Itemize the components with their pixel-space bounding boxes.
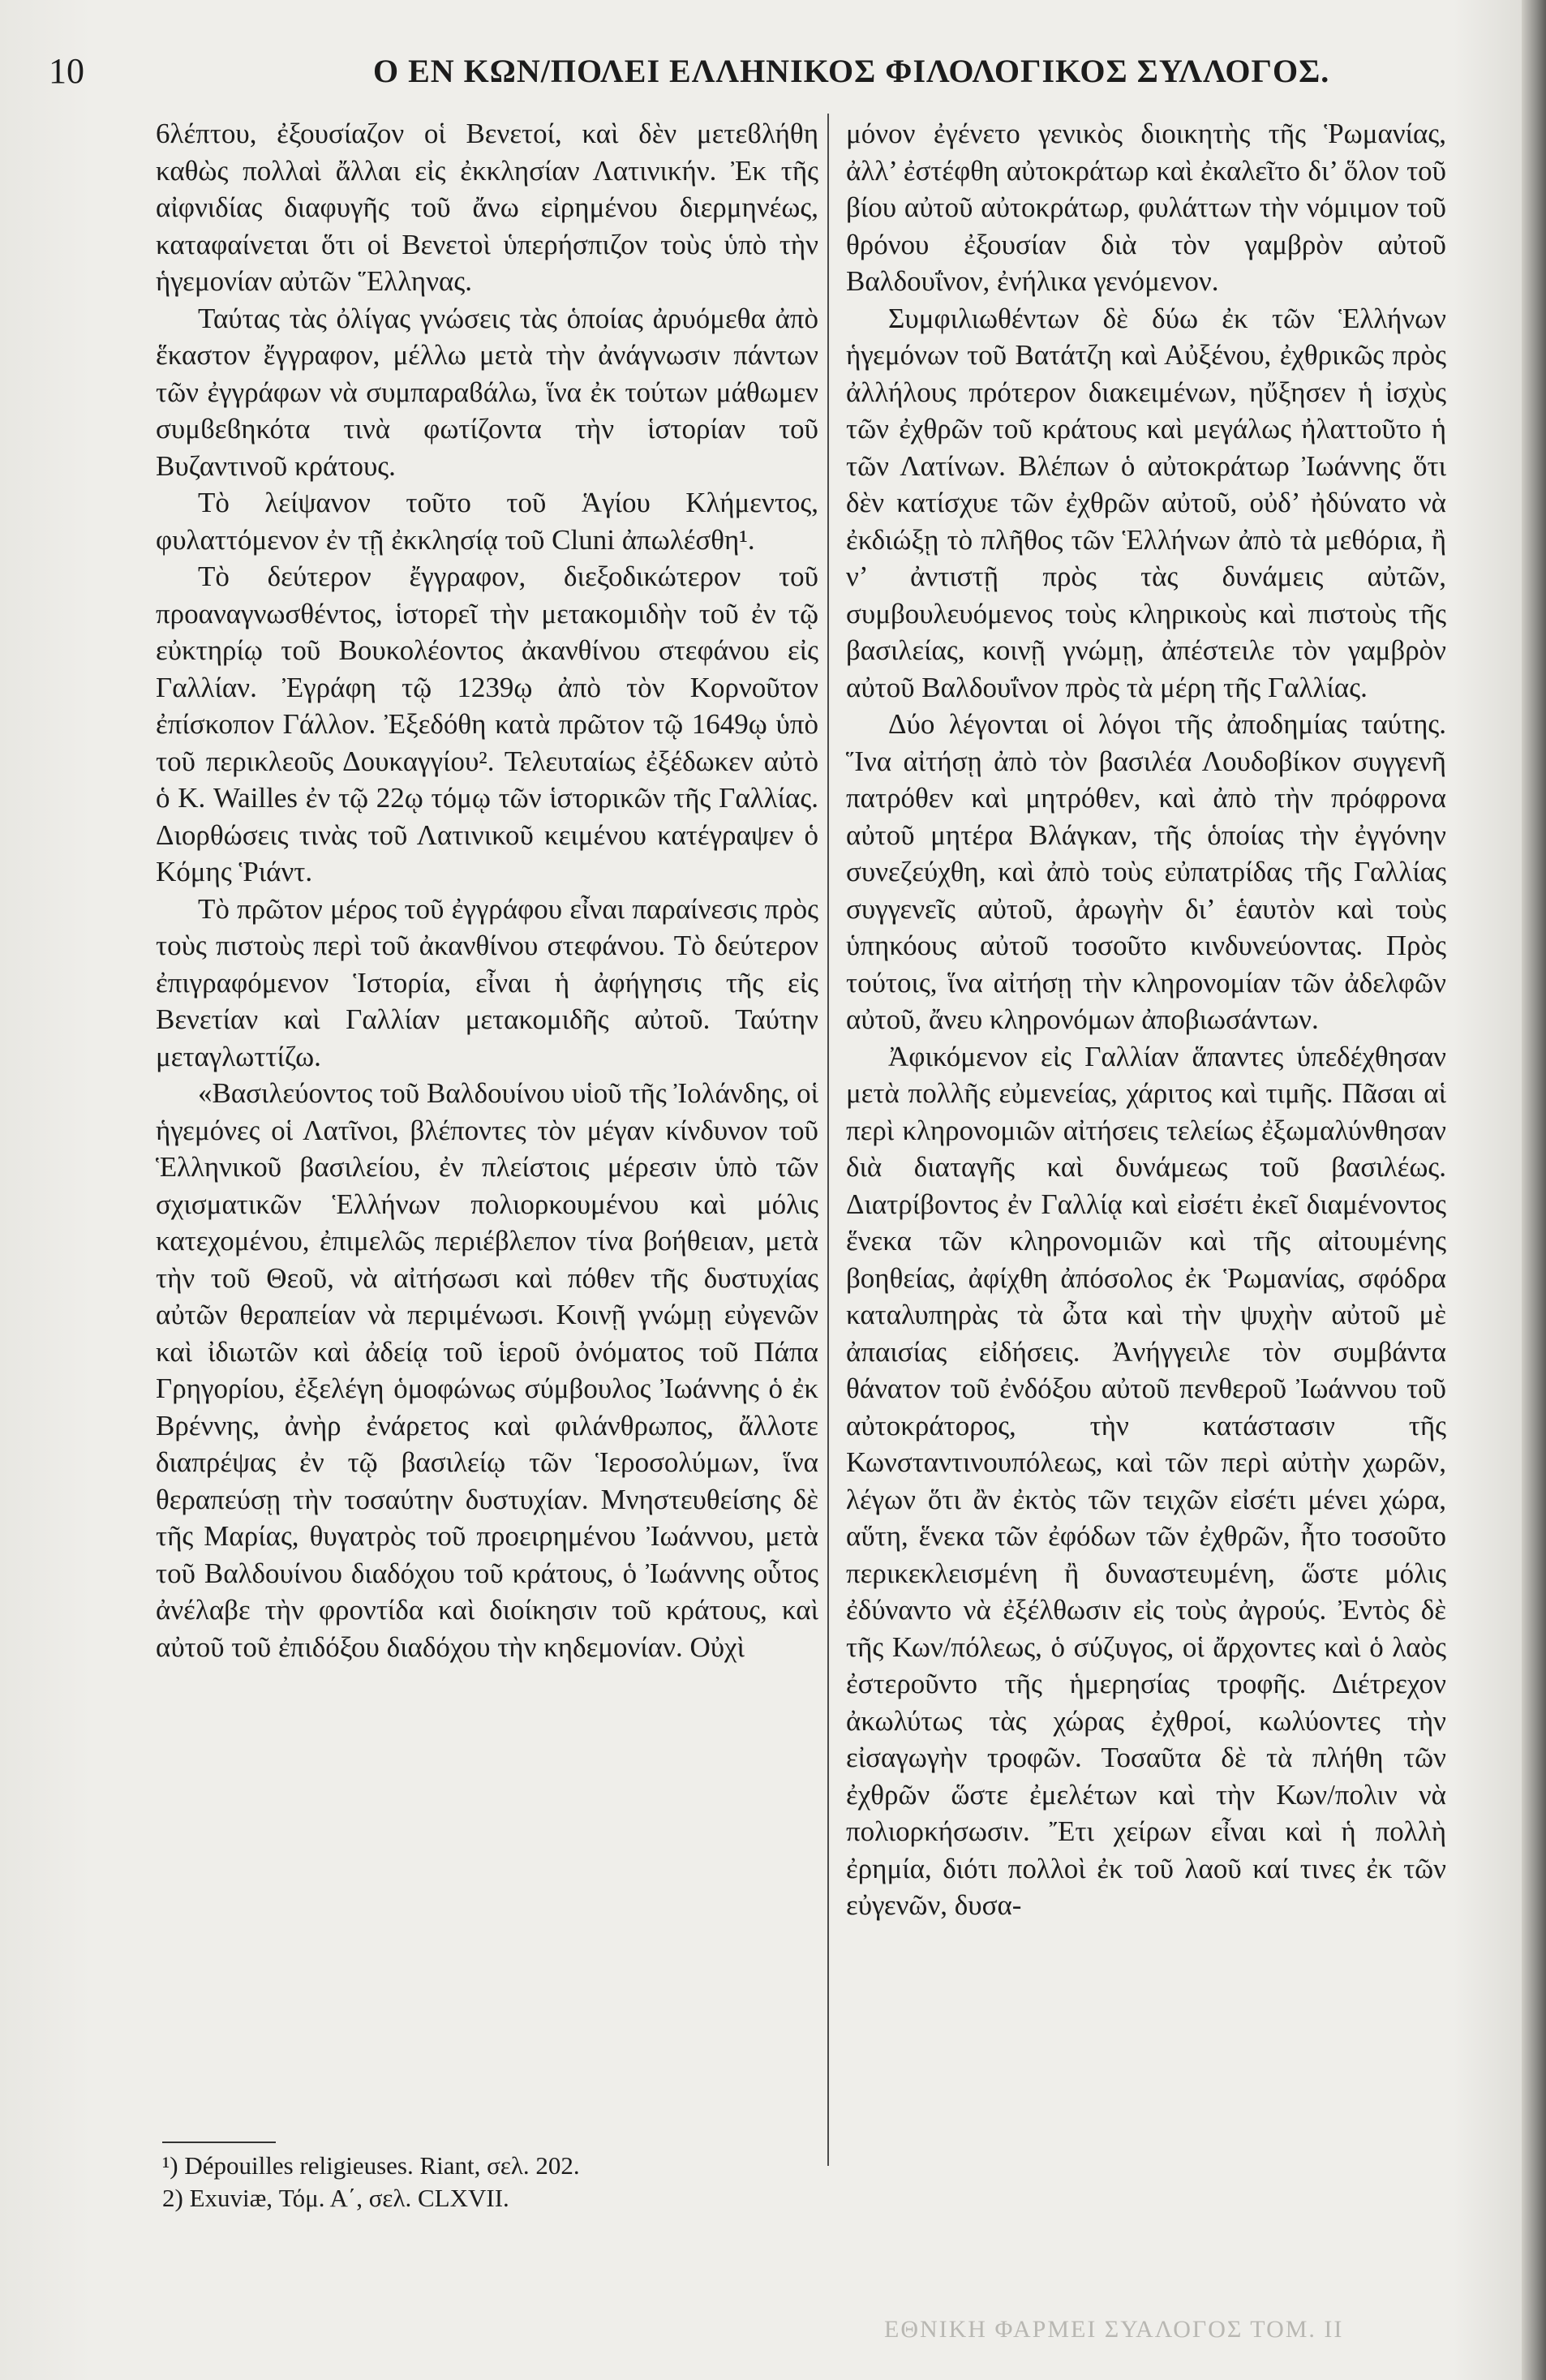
paragraph: Δύο λέγονται οἱ λόγοι τῆς ἀποδημίας ταύτης. Ἵνα αἰτήσῃ ἀπὸ τὸν βασιλέα Λουδοβίκον συγγενῆ πατρόθεν καὶ μητρόθεν, καὶ ἀπὸ τὴν πρόφρονα αὐτοῦ μητέρα Βλάγκαν, τῆς ὁποίας τὴν ἐγγόνην συνεζεύχθη, καὶ ἀπὸ τοὺς εὐπατρίδας τῆς Γαλλίας συγγενεῖς αὐτοῦ, ἀρωγὴν δι’ ἑαυτὸν καὶ τοὺς ὑπηκόους αὐτοῦ τοσοῦτο κινδυνεύοντας. Πρὸς τούτοις, ἵνα αἰτήσῃ τὴν κληρονομίαν τῶν ἀδελφῶν αὐτοῦ, ἄνευ κληρονόμων ἀποβιωσάντων. xyxy=(846,708,1446,1035)
paragraph: Ἀφικόμενον εἰς Γαλλίαν ἅπαντες ὑπεδέχθησαν μετὰ πολλῆς εὐμενείας, χάριτος καὶ τιμῆς. Πᾶσαι αἱ περὶ κληρονομιῶν αἰτήσεις τελείως ἐξωμαλύνθησαν διὰ διαταγῆς καὶ δυνάμεως τοῦ βασιλέως. Διατρίβοντος ἐν Γαλλίᾳ καὶ εἰσέτι ἐκεῖ διαμένοντος ἕνεκα τῶν κληρονομιῶν καὶ τῆς αἰτουμένης βοηθείας, ἀφίχθη ἀπόσολος ἐκ Ῥωμανίας, σφόδρα καταλυπηρὰς τὰ ὦτα καὶ τὴν ψυχὴν αὐτοῦ μὲ ἀπαισίας εἰδήσεις. Ἀνήγγειλε τὸν συμβάντα θάνατον τοῦ ἐνδόξου αὐτοῦ πενθεροῦ Ἰωάννου τοῦ αὐτοκράτορος, τὴν κατάστασιν τῆς Κωνσταντινουπόλεως, καὶ τῶν περὶ αὐτὴν χωρῶν, λέγων ὅτι ἂν ἐκτὸς τῶν τειχῶν εἰσέτι μένει χώρα, αὕτη, ἕνεκα τῶν ἐφόδων τῶν ἐχθρῶν, ἦτο τοσοῦτο περικεκλεισμένη ἢ δυναστευμένη, ὥστε μόλις ἐδύναντο νὰ ἐξέλθωσιν εἰς τοὺς ἀγρούς. Ἐντὸς δὲ τῆς Κων/πόλεως, ὁ σύζυγος, οἱ ἄρχοντες καὶ ὁ λαὸς ἐστεροῦντο τῆς ἡμερησίας τροφῆς. Διέτρεχον ἀκωλύτως τὰς χώρας ἐχθροί, κωλύοντες τὴν εἰσαγωγὴν τροφῶν. Τοσαῦτα δὲ τὰ πλήθη τῶν ἐχθρῶν ὥστε ἐμελέτων καὶ τὴν Κων/πολιν νὰ πολιορκήσωσιν. Ἔτι χείρων εἶναι καὶ ἡ πολλὴ ἐρημία, διότι πολλοὶ ἐκ τοῦ λαοῦ καί τινες ἐκ τῶν εὐγενῶν, δυσα- xyxy=(846,1040,1446,1921)
paragraph: «Βασιλεύοντος τοῦ Βαλδουίνου υἱοῦ τῆς Ἰολάνδης, οἱ ἡγεμόνες οἱ Λατῖνοι, βλέποντες τὸν μέγαν κίνδυνον τοῦ Ἑλληνικοῦ βασιλείου, ἐν πλείστοις μέρεσιν ὑπὸ τῶν σχισματικῶν Ἑλλήνων πολιορκουμένου καὶ μόλις κατεχομένου, ἐπιμελῶς περιέβλεπον τίνα βοήθειαν, μετὰ τὴν τοῦ Θεοῦ, νὰ αἰτήσωσι καὶ πόθεν τῆς δυστυχίας αὐτῶν θεραπείαν νὰ περιμένωσι. Κοινῇ γνώμῃ εὐγενῶν καὶ ἰδιωτῶν καὶ ἀδείᾳ τοῦ ἱεροῦ ὀνόματος τοῦ Πάπα Γρηγορίου, ἐξελέγη ὁμοφώνως σύμβουλος Ἰωάννης ὁ ἐκ Βρέννης, ἀνὴρ ἐνάρετος καὶ φιλάνθρωπος, ἄλλοτε διαπρέψας ἐν τῷ βασιλείῳ τῶν Ἱεροσολύμων, ἵνα θεραπεύσῃ τὴν τοσαύτην δυστυχίαν. Μνηστευθείσης δὲ τῆς Μαρίας, θυγατρὸς τοῦ προειρημένου Ἰωάννου, μετὰ τοῦ Βαλδουίνου διαδόχου τοῦ κράτους, ὁ Ἰωάννης οὗτος ἀνέλαβε τὴν φροντίδα καὶ διοίκησιν τοῦ κράτους, καὶ αὐτοῦ τοῦ ἐπιδόξου διαδόχου τὴν κηδεμονίαν. Οὐχὶ xyxy=(156,1077,818,1663)
left-column xyxy=(0,115,818,1665)
page-header xyxy=(49,47,1476,96)
paragraph: 6λέπτου, ἐξουσίαζον οἱ Βενετοί, καὶ δὲν μετεϐλήθη καθὼς πολλαὶ ἄλλαι εἰς ἐκκλησίαν Λατινικήν. Ἐκ τῆς αἰφνιδίας διαφυγῆς τοῦ ἄνω εἰρημένου διερμηνέως, καταφαίνεται ὅτι οἱ Βενετοὶ ὑπερήσπιζον τοὺς ὑπὸ τὴν ἡγεμονίαν αὐτῶν Ἕλληνας. xyxy=(156,118,818,297)
paragraph: Τὸ πρῶτον μέρος τοῦ ἐγγράφου εἶναι παραίνεσις πρὸς τοὺς πιστοὺς περὶ τοῦ ἀκανθίνου στεφάνου. Τὸ δεύτερον ἐπιγραφόμενον Ἱστορία, εἶναι ἡ ἀφήγησις τῆς εἰς Βενετίαν καὶ Γαλλίαν μετακομιδῆς αὐτοῦ. Ταύτην μεταγλωττίζω. xyxy=(156,892,818,1072)
paragraph: Συμφιλιωθέντων δὲ δύω ἐκ τῶν Ἑλλήνων ἡγεμόνων τοῦ Βατάτζη καὶ Αὐξένου, ἐχθρικῶς πρὸς ἀλλήλους πρότερον διακειμένων, ηὔξησεν ἡ ἰσχὺς τῶν ἐχθρῶν τοῦ κράτους καὶ μεγάλως ἠλαττοῦτο ἡ τῶν Λατίνων. Βλέπων ὁ αὐτοκράτωρ Ἰωάννης ὅτι δὲν κατίσχυε τῶν ἐχθρῶν αὐτοῦ, οὐδ’ ἠδύνατο νὰ ἐκδιώξῃ τὸ πλῆθος τῶν Ἑλλήνων ἀπὸ τὰ μεθόρια, ἢ ν’ ἀντιστῇ πρὸς τὰς δυνάμεις αὐτῶν, συμβουλευόμενος τοὺς κληρικοὺς καὶ πιστοὺς τῆς βασιλείας, κοινῇ γνώμῃ, ἀπέστειλε τὸν γαμβρὸν αὐτοῦ Βαλδουΐνον πρὸς τὰ μέρη τῆς Γαλλίας. xyxy=(846,302,1446,703)
right-column xyxy=(846,115,1446,1924)
paragraph: Τὸ δεύτερον ἔγγραφον, διεξοδικώτερον τοῦ προαναγνωσθέντος, ἱστορεῖ τὴν μετακομιδὴν τοῦ ἐν τῷ εὐκτηρίῳ τοῦ Βουκολέοντος ἀκανθίνου στεφάνου εἰς Γαλλίαν. Ἐγράφη τῷ 1239ῳ ἀπὸ τὸν Κορνοῦτον ἐπίσκοπον Γάλλον. Ἐξεδόθη κατὰ πρῶτον τῷ 1649ῳ ὑπὸ τοῦ περικλεοῦς Δουκαγγίου². Τελευταίως ἐξέδωκεν αὐτὸ ὁ Κ. Wailles ἐν τῷ 22ῳ τόμῳ τῶν ἱστορικῶν τῆς Γαλλίας. Διορθώσεις τινὰς τοῦ Λατινικοῦ κειμένου κατέγραψεν ὁ Κόμης Ῥιάντ. xyxy=(156,561,818,887)
paragraph: μόνον ἐγένετο γενικὸς διοικητὴς τῆς Ῥωμανίας, ἀλλ’ ἐστέφθη αὐτοκράτωρ καὶ ἐκαλεῖτο δι’ ὅλον τοῦ βίου αὐτοῦ αὐτοκράτωρ, φυλάττων τὴν νόμιμον τοῦ θρόνου ἐξουσίαν διὰ τὸν γαμβρὸν αὐτοῦ Βαλδουΐνον, ἐνήλικα γενόμενον. xyxy=(846,118,1446,297)
footnotes xyxy=(162,2150,811,2215)
paragraph: Τὸ λείψανον τοῦτο τοῦ Ἁγίου Κλήμεντος, φυλαττόμενον ἐν τῇ ἐκκλησίᾳ τοῦ Cluni ἀπωλέσθη¹. xyxy=(156,487,818,556)
paragraph: Ταύτας τὰς ὀλίγας γνώσεις τὰς ὁποίας ἀρυόμεθα ἀπὸ ἕκαστον ἔγγραφον, μέλλω μετὰ τὴν ἀνάγνωσιν πάντων τῶν ἐγγράφων νὰ συμπαραϐάλω, ἵνα ἐκ τούτων μάθωμεν συμϐεϐηκότα τινὰ φωτίζοντα τὴν ἱστορίαν τοῦ Βυζαντινοῦ κράτους. xyxy=(156,302,818,482)
footnote-rule xyxy=(162,2142,276,2143)
footnote: 2) Exuviæ, Τόμ. Α΄, σελ. CLXVII. xyxy=(162,2184,509,2212)
running-head: Ο ΕΝ ΚΩΝ/ΠΟΛΕΙ ΕΛΛΗΝΙΚΟΣ ΦΙΛΟΛΟΓΙΚΟΣ ΣΥΛΛΟΓΟΣ. xyxy=(373,53,1330,89)
page-number: 10 xyxy=(49,51,84,91)
bleed-through-text: ΕΘΝΙΚΗ ΦΑΡΜΕΙ ΣΥΑΛΟΓΟΣ ΤΟΜ. II xyxy=(884,2316,1344,2343)
footnote: ¹) Dépouilles religieuses. Riant, σελ. 202. xyxy=(162,2151,580,2180)
column-divider xyxy=(827,114,829,2166)
book-binding-edge xyxy=(1522,0,1546,2380)
